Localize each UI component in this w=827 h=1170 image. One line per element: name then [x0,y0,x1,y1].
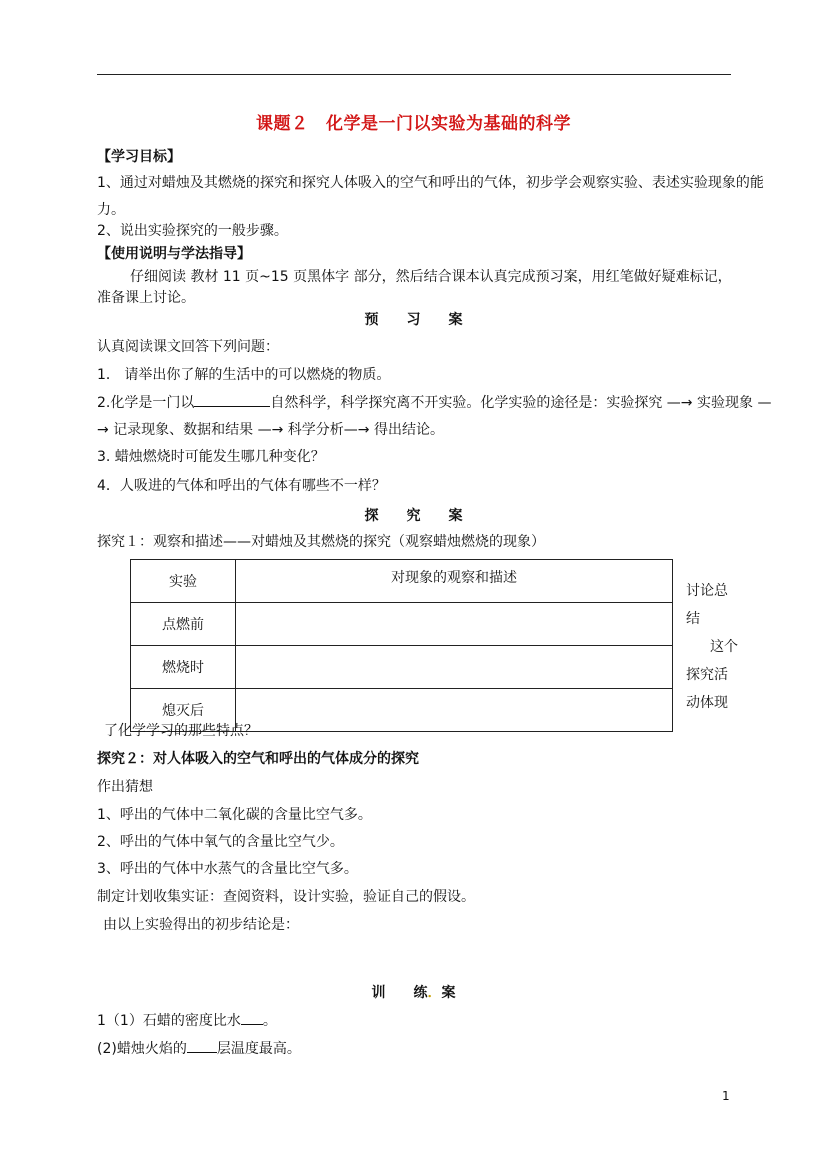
objective-2: 2、说出实验探究的一般步骤。 [97,223,288,239]
q2-part-a: 2.化学是一门以 [97,395,195,411]
explore-2-title: 探究２：对人体吸入的空气和呼出的气体成分的探究 [97,751,419,767]
answer-blank[interactable] [187,1038,217,1053]
preview-q3: 3. 蜡烛燃烧时可能发生哪几种变化？ [97,449,325,465]
table-header-cell: 实验 [131,560,236,603]
hypothesis-heading: 作出猜想 [97,779,153,795]
training-q2 [97,1038,301,1058]
explore-heading: 探 究 案 [364,508,463,524]
preview-q1: 1． 请举出你了解的生活中的可以燃烧的物质。 [97,367,391,383]
preview-q2 [97,392,771,412]
hypothesis-1: 1、呼出的气体中二氧化碳的含量比空气多。 [97,807,372,823]
table-answer-cell[interactable] [236,689,673,732]
side-note-line: 动体现 [686,695,728,711]
training-q1 [97,1010,277,1030]
side-note-line: 探究活 [686,667,728,683]
preview-intro: 认真阅读课文回答下列问题： [97,339,279,355]
preview-heading: 预 习 案 [364,312,463,328]
objective-1: 1、通过对蜡烛及其燃烧的探究和探究人体吸入的空气和呼出的气体，初步学会观察实验、表述实验现象的能 [97,175,764,191]
plan-line: 制定计划收集实证：查阅资料，设计实验，验证自己的假设。 [97,889,475,905]
page-title: 课题２ 化学是一门以实验为基础的科学 [256,114,571,134]
side-note-cont: 了化学学习的那些特点？ [104,723,258,739]
preview-q4: 4．人吸进的气体和呼出的气体有哪些不一样？ [97,478,386,494]
header-rule [97,74,731,75]
side-note-line: 这个 [710,639,738,655]
q2-part-b: 自然科学，科学探究离不开实验。化学实验的途径是：实验探究 —→ 实验现象 — [270,395,772,411]
hypothesis-3: 3、呼出的气体中水蒸气的含量比空气多。 [97,861,358,877]
objective-1-cont: 力。 [97,202,125,218]
guide-heading: 【使用说明与学法指导】 [97,246,251,262]
hypothesis-2: 2、呼出的气体中氧气的含量比空气少。 [97,834,344,850]
observation-table [130,559,673,732]
objectives-heading: 【学习目标】 [97,149,181,165]
table-row [131,646,673,689]
training-q1-text: 1（1）石蜡的密度比水 [97,1013,241,1029]
explore-1-title: 探究１：观察和描述——对蜡烛及其燃烧的探究（观察蜡烛燃烧的现象） [97,534,545,550]
training-q1-end: 。 [262,1013,277,1029]
page-number: 1 [722,1089,730,1103]
guide-line-1: 仔细阅读 教材 11 页~15 页黑体字 部分，然后结合课本认真完成预习案，用红笔做好疑难标记， [130,269,732,285]
guide-line-2: 准备课上讨论。 [97,290,195,306]
table-header-cell: 对现象的观察和描述 [236,560,673,603]
table-header-row [131,560,673,603]
side-note-line: 结 [686,611,700,627]
side-note-line: 讨论总 [686,583,728,599]
conclusion-line: 由以上实验得出的初步结论是： [103,917,299,933]
table-row-label: 熄灭后 [131,689,236,732]
training-q2-end: 层温度最高。 [216,1041,301,1057]
preview-q2-cont: → 记录现象、数据和结果 —→ 科学分析—→ 得出结论。 [97,422,444,438]
training-q2-text: (2)蜡烛火焰的 [97,1041,187,1057]
answer-blank[interactable] [194,392,270,407]
answer-blank[interactable] [241,1010,263,1025]
table-row [131,603,673,646]
training-heading: 训 练．案 [371,985,456,1001]
table-answer-cell[interactable] [236,646,673,689]
table-row-label: 燃烧时 [131,646,236,689]
table-answer-cell[interactable] [236,603,673,646]
table-row-label: 点燃前 [131,603,236,646]
